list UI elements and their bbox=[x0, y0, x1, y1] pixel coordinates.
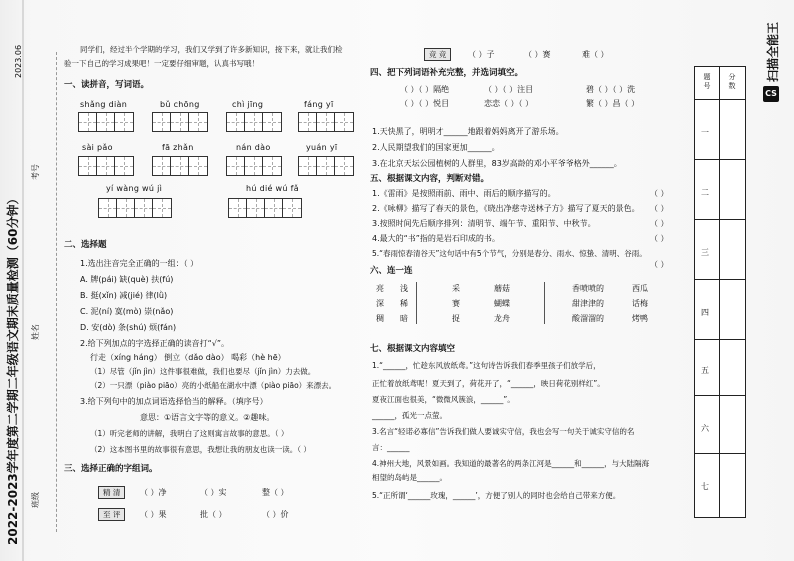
link-a1: 亮 bbox=[376, 284, 384, 293]
link-b2: 稀 bbox=[400, 299, 408, 308]
blank-top-c: 难（ ） bbox=[582, 50, 609, 59]
scanner-watermark bbox=[763, 8, 781, 104]
fill-4: ______，孤光一点萤。 bbox=[372, 411, 447, 420]
fill-3: 夏夜江面也很美，“微微风簇浪，______”。 bbox=[372, 395, 515, 404]
exam-date: 2023.06 bbox=[14, 44, 23, 78]
char-pair-2: 至 评 bbox=[98, 508, 125, 521]
q2-3-s2: （2）这本图书里的故事很有意思，我想让我的朋友也读一读。（ ） bbox=[90, 445, 311, 454]
fill-5: 3.名言“轻诺必寡信”告诉我们做人要诚实守信，我也会写一句关于诚实守信的名 bbox=[372, 427, 635, 436]
q2-3-s1: （1）听完老师的讲解，我明白了这则寓言故事的意思。（ ） bbox=[90, 429, 289, 438]
link-a2: 深 bbox=[376, 299, 384, 308]
q2-1-opt-c: C. 泥(ní) 寞(mò) 崇(nǎo) bbox=[80, 307, 174, 316]
score-row-4: 四 bbox=[701, 308, 709, 317]
q2-1-opt-b: B. 挺(xǐn) 减(jié) 律(lǜ) bbox=[80, 291, 168, 300]
writing-grid-5[interactable] bbox=[78, 156, 134, 176]
judge-box-4[interactable]: （ ） bbox=[650, 234, 669, 243]
score-table bbox=[694, 66, 746, 518]
judge-3: 3.按照时间先后顺序排列：清明节、端午节、重阳节、中秋节。 bbox=[372, 219, 596, 228]
judge-box-2[interactable]: （ ） bbox=[650, 204, 669, 213]
pinyin-8: yuán yī bbox=[306, 143, 338, 152]
score-row-7: 七 bbox=[701, 482, 709, 491]
writing-grid-7[interactable] bbox=[226, 156, 282, 176]
section-2-title: 二、选择题 bbox=[64, 240, 107, 250]
q2-2: 2.给下列加点的字选择正确的读音打“√”。 bbox=[80, 339, 230, 348]
pinyin-5: sài pǎo bbox=[82, 143, 113, 152]
fill-1: 1.“______，忙趁东风放纸鸢。”这句诗告诉我们春季里孩子们放学后， bbox=[372, 361, 601, 370]
judge-box-5[interactable]: （ ） bbox=[650, 260, 669, 269]
q2-2-s2: （2）一只漂（piào piāo）亮的小纸船在湖水中漂（piào piāo）来漂去。 bbox=[90, 381, 337, 390]
blank-3-1c: 整（ ） bbox=[262, 488, 289, 497]
link-f2: 话梅 bbox=[632, 299, 648, 308]
writing-grid-9[interactable] bbox=[98, 198, 172, 218]
writing-grid-10[interactable] bbox=[228, 198, 302, 218]
link-d2: 蝴蝶 bbox=[494, 299, 510, 308]
q2-3-options: 意思：①语言文字等的意义。②趣味。 bbox=[140, 413, 275, 422]
fill-7: 4.神州大地，风景如画。我知道的最著名的两条江河是______和______，与大陆隔海 bbox=[372, 459, 650, 468]
fill-6: 言：______ bbox=[372, 443, 410, 452]
intro-line-1: 同学们，经过半个学期的学习，我们又学到了许多新知识，接下来，就让我们检 bbox=[80, 45, 343, 54]
judge-4: 4.最大的“书”指的是岩石印成的书。 bbox=[372, 234, 500, 243]
blank-3-1b: （ ）实 bbox=[200, 488, 227, 497]
link-d3: 龙舟 bbox=[494, 314, 510, 323]
blank-3-1a: （ ）净 bbox=[140, 488, 167, 497]
pinyin-10: hú dié wú fǎ bbox=[246, 184, 299, 193]
pinyin-3: chì jīng bbox=[232, 100, 264, 109]
link-d1: 蘑菇 bbox=[494, 284, 510, 293]
link-c3: 捉 bbox=[452, 314, 460, 323]
score-row-2: 二 bbox=[701, 188, 709, 197]
pinyin-9: yí wàng wú jì bbox=[106, 184, 163, 193]
fill-2: 正忙着放纸鸢呢！夏天到了，荷花开了，“______，映日荷花别样红”。 bbox=[372, 379, 605, 388]
blank-3-2c: （ ）价 bbox=[262, 510, 289, 519]
judge-box-3[interactable]: （ ） bbox=[650, 219, 669, 228]
link-c1: 采 bbox=[452, 284, 460, 293]
section-1-title: 一、读拼音，写词语。 bbox=[64, 80, 150, 90]
intro-line-2: 验一下自己的学习成果吧！一定要仔细审题，认真书写哦！ bbox=[64, 59, 259, 68]
idiom-6: 繁（ ）昌（ ） bbox=[586, 99, 640, 108]
field-class: 班级 bbox=[31, 492, 40, 508]
idiom-2: （ ）（ ）注目 bbox=[484, 85, 534, 94]
scanner-name: 扫描全能王 bbox=[766, 21, 780, 82]
score-header-points: 分数 bbox=[728, 73, 736, 90]
judge-box-1[interactable]: （ ） bbox=[650, 189, 669, 198]
section-4-title: 四、把下列词语补充完整，并选词填空。 bbox=[370, 68, 524, 78]
score-row-5: 五 bbox=[701, 366, 709, 375]
pinyin-2: bǔ chōng bbox=[160, 100, 200, 109]
q2-1: 1.选出注音完全正确的一组：（ ） bbox=[80, 259, 199, 268]
link-e2: 甜津津的 bbox=[572, 299, 604, 308]
writing-grid-8[interactable] bbox=[298, 156, 354, 176]
q2-3: 3.给下列句中的加点词语选择恰当的解释。（填序号） bbox=[80, 397, 268, 406]
sec4-s1: 1.天快黑了，明明才______地跟着妈妈离开了游乐场。 bbox=[372, 127, 564, 136]
link-f3: 烤鸭 bbox=[632, 314, 648, 323]
blank-top-a: （ ）子 bbox=[468, 50, 495, 59]
pinyin-4: fáng yī bbox=[304, 100, 334, 109]
writing-grid-3[interactable] bbox=[226, 112, 282, 132]
link-c2: 赛 bbox=[452, 299, 460, 308]
idiom-4: （ ）（ ）悦目 bbox=[400, 99, 450, 108]
pinyin-7: nán dào bbox=[236, 143, 271, 152]
judge-1: 1.《雷雨》是按照雨前、雨中、雨后的顺序描写的。 bbox=[372, 189, 556, 198]
score-row-3: 三 bbox=[701, 248, 709, 257]
fill-9: 5.“正所谓‘______玫瑰，______’，方便了别人的同时也会给自己带来方便。 bbox=[372, 491, 621, 500]
binding-line bbox=[56, 52, 57, 532]
q2-2-words: 行走（xíng háng） 倒立（dǎo dào） 喝彩（hè hē） bbox=[90, 353, 286, 362]
q2-1-opt-d: D. 安(dò) 条(shú) 烦(fán) bbox=[80, 323, 177, 332]
judge-2: 2.《咏柳》描写了春天的景色，《晓出净慈寺送林子方》描写了夏天的景色。 bbox=[372, 204, 640, 213]
sec4-s2: 2.人民期望我们的国家更加______。 bbox=[372, 143, 500, 152]
pinyin-6: fā zhǎn bbox=[162, 143, 194, 152]
idiom-1: （ ）（ ）隔绝 bbox=[400, 85, 450, 94]
score-row-1: 一 bbox=[701, 128, 709, 137]
link-a3: 稠 bbox=[376, 314, 384, 323]
q2-2-s1: （1）尽管（jǐn jìn）这件事很难做，我们也要尽（jǐn jìn）力去做。 bbox=[90, 367, 316, 376]
writing-grid-2[interactable] bbox=[152, 112, 208, 132]
link-b3: 暗 bbox=[400, 314, 408, 323]
section-7-title: 七、根据课文内容填空 bbox=[370, 344, 456, 354]
q2-1-opt-a: A. 牌(pái) 缺(què) 扶(fú) bbox=[80, 275, 174, 284]
section-3-title: 三、选择正确的字组词。 bbox=[64, 464, 158, 474]
judge-5: 5.“春雨惊春清谷天”这句话中有5个节气，分别是春分、雨水、惊蛰、清明、谷雨。 bbox=[372, 249, 647, 258]
link-e1: 香喷喷的 bbox=[572, 284, 604, 293]
pinyin-1: shǎng diàn bbox=[80, 100, 128, 109]
section-5-title: 五、根据课文内容，判断对错。 bbox=[370, 174, 490, 184]
idiom-5: 恋恋（ ）（ ） bbox=[484, 99, 534, 108]
blank-top-b: （ ）赛 bbox=[524, 50, 551, 59]
scanner-logo-icon: CS bbox=[763, 86, 779, 102]
score-row-6: 六 bbox=[701, 424, 709, 433]
field-name: 姓名 bbox=[31, 324, 40, 340]
blank-3-2a: （ ）果 bbox=[140, 510, 167, 519]
field-id: 考号 bbox=[31, 164, 40, 180]
char-pair-1: 精 清 bbox=[98, 486, 125, 499]
link-e3: 酸溜溜的 bbox=[572, 314, 604, 323]
writing-grid-1[interactable] bbox=[78, 112, 134, 132]
writing-grid-6[interactable] bbox=[152, 156, 208, 176]
link-f1: 西瓜 bbox=[632, 284, 648, 293]
char-pair-3: 竞 竞 bbox=[424, 48, 451, 61]
blank-3-2b: 批（ ） bbox=[200, 510, 227, 519]
sec4-s3: 3.在北京天坛公园植树的人群里，83岁高龄的邓小平爷爷格外______。 bbox=[372, 159, 622, 168]
writing-grid-4[interactable] bbox=[298, 112, 354, 132]
score-header-item: 题号 bbox=[703, 73, 711, 90]
fill-8: 相望的岛屿是______。 bbox=[372, 473, 447, 482]
idiom-3: 碧（ ）（ ）洗 bbox=[586, 85, 636, 94]
section-6-title: 六、连一连 bbox=[370, 266, 413, 276]
link-b1: 浅 bbox=[400, 284, 408, 293]
page-fold bbox=[22, 0, 24, 561]
exam-title: 2022-2023学年度第二学期二年级语文期末质量检测（60分钟） bbox=[6, 192, 20, 545]
